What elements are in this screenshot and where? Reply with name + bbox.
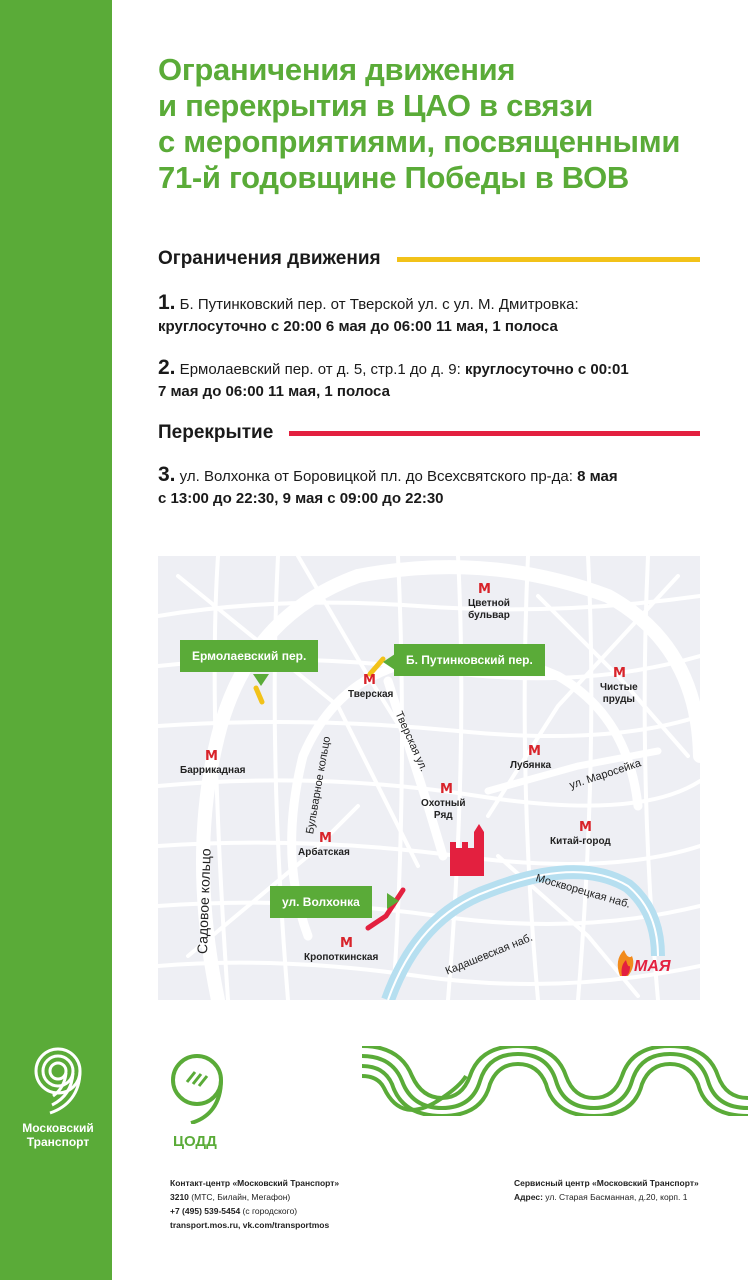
- metro-icon: М: [528, 744, 541, 759]
- restriction-item-2: [158, 357, 703, 403]
- section-label-restrictions: Ограничения движения: [158, 248, 381, 269]
- map-streets-graphic: [158, 556, 700, 1000]
- contact-center-info: [170, 1176, 339, 1232]
- metro-icon: М: [363, 673, 376, 688]
- station-barrikadnaya: Баррикадная: [180, 765, 246, 776]
- metro-icon: М: [319, 831, 332, 846]
- section-heading-restrictions: [158, 248, 700, 270]
- callout-putinkovsky-pointer: [383, 654, 395, 670]
- callout-volkhonka: ул. Волхонка: [270, 886, 372, 918]
- codd-logo: [165, 1052, 235, 1150]
- kremlin-icon: [450, 824, 484, 876]
- service-center-info: [514, 1176, 699, 1204]
- section-label-closure: Перекрытие: [158, 422, 274, 443]
- codd-label: ЦОДД: [173, 1133, 217, 1150]
- contact-title: Контакт-центр «Московский Транспорт»: [170, 1178, 340, 1188]
- item-time: круглосуточно с 20:00 6 мая до 06:00 11 мая, 1 полоса: [158, 318, 558, 335]
- item-text: Б. Путинковский пер. от Тверской ул. с ул. М. Дмитровка:: [175, 296, 579, 313]
- title-line2: и перекрытия в ЦАО в связи: [158, 88, 594, 123]
- metro-icon: М: [579, 820, 592, 835]
- street-bulvarnoe: Бульварное кольцо: [304, 735, 334, 836]
- item-time-inline: 8 мая: [577, 468, 618, 485]
- item-text: ул. Волхонка от Боровицкой пл. до Всехсвятского пр-да:: [175, 468, 578, 485]
- metro-icon: М: [478, 582, 491, 597]
- item-number: 1.: [158, 291, 176, 314]
- title-line3: с мероприятиями, посвященными: [158, 124, 681, 159]
- street-sadovoe: Садовое кольцо: [194, 848, 214, 955]
- service-title: Сервисный центр «Московский Транспорт»: [514, 1178, 699, 1188]
- red-divider-bar: [289, 431, 700, 436]
- street-maroseyka: ул. Маросейка: [568, 757, 643, 792]
- restriction-item-1: [158, 292, 703, 338]
- codd-nine-icon: [165, 1052, 229, 1124]
- may-9-badge: МАЯ: [634, 958, 671, 975]
- contact-phone-long-note: (с городского): [240, 1206, 298, 1216]
- item-time: с 13:00 до 22:30, 9 мая с 09:00 до 22:30: [158, 490, 444, 507]
- street-moskvoretskaya: Москворецкая наб.: [534, 872, 632, 911]
- logo-text-line2: Транспорт: [26, 1135, 90, 1149]
- contact-website[interactable]: transport.mos.ru, vk.com/transportmos: [170, 1220, 330, 1230]
- street-tverskaya: Тверская ул.: [392, 709, 430, 774]
- closure-item-3: [158, 464, 703, 510]
- section-heading-closure: [158, 422, 700, 444]
- callout-ermolaevsky: Ермолаевский пер.: [180, 640, 318, 672]
- item-text: Ермолаевский пер. от д. 5, стр.1 до д. 9:: [175, 361, 465, 378]
- service-address-label: Адрес:: [514, 1192, 543, 1202]
- station-okhotny: Охотный Ряд: [421, 798, 466, 821]
- station-kropotkinskaya: Кропоткинская: [304, 952, 379, 963]
- station-chistye: Чистые пруды: [600, 682, 638, 705]
- metro-icon: М: [205, 749, 218, 764]
- moscow-transport-logo: [18, 1045, 98, 1149]
- item-number: 2.: [158, 356, 176, 379]
- contact-phone-long: +7 (495) 539-5454: [170, 1206, 241, 1216]
- station-tverskaya: Тверская: [348, 689, 394, 700]
- service-address: ул. Старая Басманная, д.20, корп. 1: [542, 1192, 688, 1202]
- contact-phone-short: 3210: [170, 1192, 189, 1202]
- title-line4: 71-й годовщине Победы в ВОВ: [158, 160, 630, 195]
- decorative-waves: [362, 1046, 748, 1121]
- logo-text-line1: Московский: [22, 1121, 94, 1135]
- metro-icon: М: [440, 782, 453, 797]
- station-tsvetnoy: Цветной бульвар: [468, 598, 510, 621]
- metro-icon: М: [613, 666, 626, 681]
- item-time-inline: круглосуточно с 00:01: [464, 361, 629, 378]
- item-time: 7 мая до 06:00 11 мая, 1 полоса: [158, 383, 390, 400]
- nine-logo-icon: [28, 1045, 88, 1115]
- contact-phone-short-note: (МТС, Билайн, Мегафон): [188, 1192, 291, 1202]
- station-lubyanka: Лубянка: [510, 760, 552, 771]
- callout-volkhonka-pointer: [387, 893, 399, 909]
- title-line1: Ограничения движения: [158, 52, 516, 87]
- street-kadashevskaya: Кадашевская наб.: [443, 931, 535, 978]
- yellow-divider-bar: [397, 257, 700, 262]
- item-number: 3.: [158, 463, 176, 486]
- metro-icon: М: [340, 936, 353, 951]
- callout-putinkovsky: Б. Путинковский пер.: [394, 644, 545, 676]
- street-map: [158, 556, 700, 1000]
- station-kitay-gorod: Китай-город: [550, 836, 611, 847]
- station-arbatskaya: Арбатская: [298, 847, 350, 858]
- page-title: [158, 52, 718, 196]
- sidebar: [0, 0, 112, 1280]
- callout-ermolaevsky-pointer: [253, 674, 269, 686]
